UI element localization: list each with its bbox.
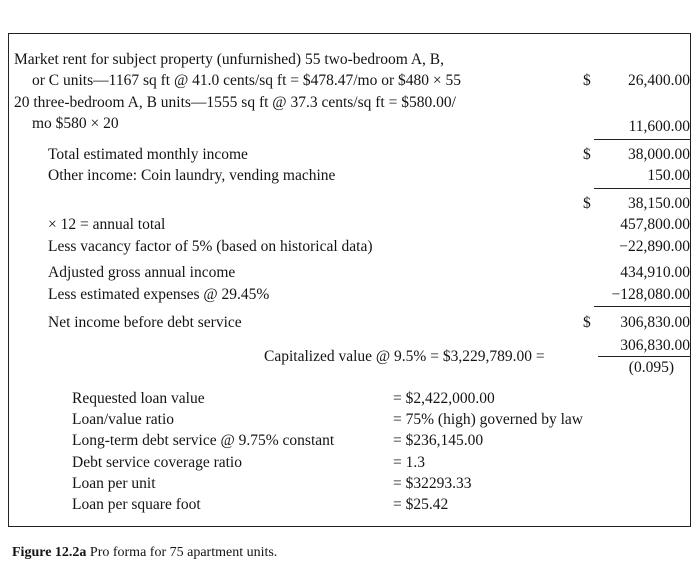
loan-value: = $2,422,000.00 bbox=[393, 390, 495, 407]
net-income-dollar: $ bbox=[583, 314, 591, 331]
income-sum-rule bbox=[594, 188, 691, 189]
rent-line-2-value: 26,400.00 bbox=[628, 72, 690, 89]
loan-value: = $32293.33 bbox=[393, 475, 472, 492]
subtotal-rule bbox=[594, 139, 691, 140]
loan-value: = 1.3 bbox=[393, 454, 425, 471]
expenses-label: Less estimated expenses @ 29.45% bbox=[48, 286, 270, 303]
fraction-bar bbox=[598, 356, 691, 357]
rent-line-4: mo $580 × 20 bbox=[32, 115, 119, 132]
other-income-label: Other income: Coin laundry, vending machine bbox=[48, 167, 336, 184]
loan-label: Loan/value ratio bbox=[72, 411, 174, 428]
loan-value: = $25.42 bbox=[393, 496, 449, 513]
loan-label: Long-term debt service @ 9.75% constant bbox=[72, 432, 335, 449]
loan-label: Requested loan value bbox=[72, 390, 205, 407]
figure-caption-text: Pro forma for 75 apartment units. bbox=[86, 545, 278, 560]
rent-line-4-value: 11,600.00 bbox=[628, 118, 690, 135]
rent-line-2-dollar: $ bbox=[583, 72, 591, 89]
capitalized-value-label: Capitalized value @ 9.5% = $3,229,789.00 = bbox=[264, 348, 545, 365]
annual-total-value: 457,800.00 bbox=[620, 216, 690, 233]
total-income-dollar: $ bbox=[583, 146, 591, 163]
rent-line-1: Market rent for subject property (unfurnished) 55 two-bedroom A, B, bbox=[14, 51, 445, 68]
figure-number: Figure 12.2a bbox=[12, 545, 87, 560]
annual-total-label: × 12 = annual total bbox=[48, 216, 166, 233]
expenses-value: −128,080.00 bbox=[611, 286, 690, 303]
vacancy-label: Less vacancy factor of 5% (based on historical data) bbox=[48, 238, 373, 255]
vacancy-value: −22,890.00 bbox=[619, 238, 690, 255]
figure-caption bbox=[12, 545, 277, 561]
capitalized-numerator: 306,830.00 bbox=[620, 337, 690, 354]
total-income-label: Total estimated monthly income bbox=[48, 146, 248, 163]
adjusted-gross-value: 434,910.00 bbox=[620, 264, 690, 281]
loan-label: Loan per square foot bbox=[72, 496, 201, 513]
total-income-value: 38,000.00 bbox=[628, 146, 690, 163]
net-income-rule bbox=[594, 306, 691, 307]
loan-value: = $236,145.00 bbox=[393, 432, 484, 449]
net-income-value: 306,830.00 bbox=[620, 314, 690, 331]
loan-value: = 75% (high) governed by law bbox=[393, 411, 583, 428]
other-income-value: 150.00 bbox=[647, 167, 690, 184]
income-sum-value: 38,150.00 bbox=[628, 195, 690, 212]
capitalized-denominator: (0.095) bbox=[628, 359, 674, 376]
income-sum-dollar: $ bbox=[583, 195, 591, 212]
loan-label: Loan per unit bbox=[72, 475, 156, 492]
rent-line-3: 20 three-bedroom A, B units—1555 sq ft @ 37.3 cents/sq ft = $580.00/ bbox=[14, 94, 456, 111]
rent-line-2: or C units—1167 sq ft @ 41.0 cents/sq ft = $478.47/mo or $480 × 55 bbox=[32, 72, 462, 89]
adjusted-gross-label: Adjusted gross annual income bbox=[48, 264, 236, 281]
net-income-label: Net income before debt service bbox=[48, 314, 242, 331]
loan-label: Debt service coverage ratio bbox=[72, 454, 242, 471]
